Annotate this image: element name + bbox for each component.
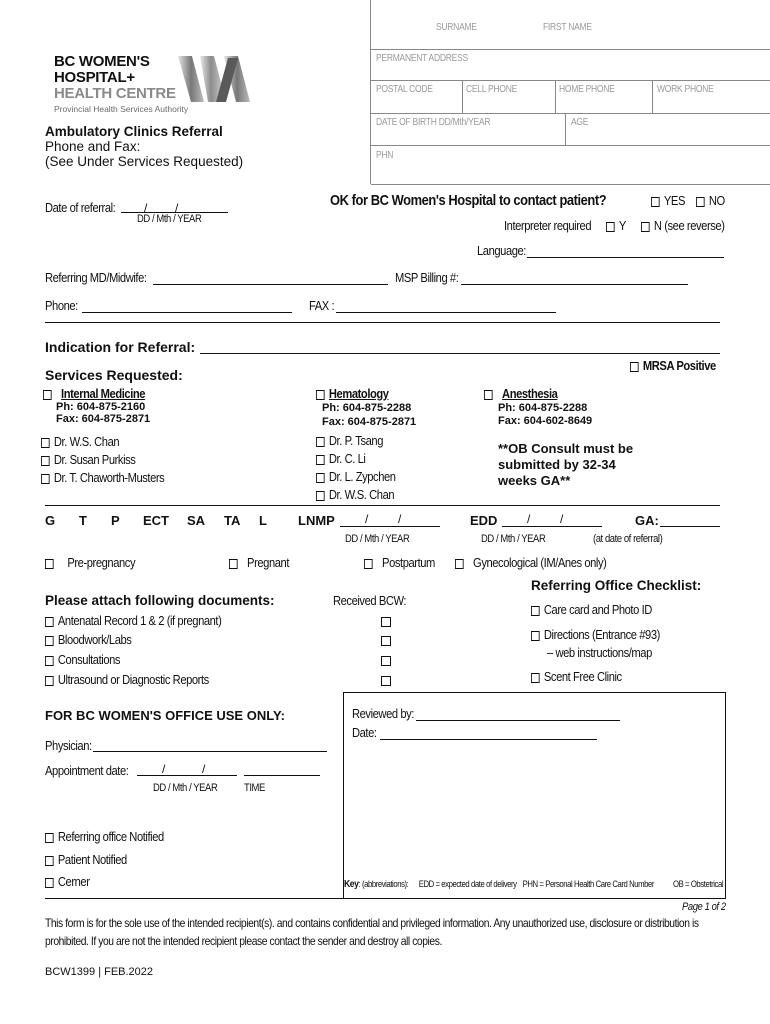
reviewed-by-label: Reviewed by: xyxy=(352,706,414,721)
ob-sa: SA xyxy=(187,513,206,528)
surname-label: SURNAME xyxy=(436,22,477,33)
mrsa-option[interactable]: MRSA Positive xyxy=(630,358,716,373)
interpreter-y-checkbox[interactable] xyxy=(606,222,615,232)
checklist-title: Referring Office Checklist: xyxy=(531,578,702,593)
surname-field[interactable] xyxy=(371,0,770,50)
postal-code-label: POSTAL CODE xyxy=(376,84,433,95)
internal-medicine-fax: Fax: 604-875-2871 xyxy=(56,413,151,425)
indication-label: Indication for Referral: xyxy=(45,339,196,355)
logo-line-4: Provincial Health Services Authority xyxy=(54,104,189,114)
contact-yes-checkbox[interactable] xyxy=(651,197,660,207)
fax-label: FAX : xyxy=(309,298,335,313)
lnmp-label: LNMP xyxy=(298,513,335,528)
ok-contact-question: OK for BC Women's Hospital to contact patient? xyxy=(330,192,607,209)
patient-notified[interactable]: Patient Notified xyxy=(45,852,127,867)
doc-antenatal[interactable]: Antenatal Record 1 & 2 (if pregnant) xyxy=(45,613,221,628)
office-use-title: FOR BC WOMEN'S OFFICE USE ONLY: xyxy=(45,708,285,723)
address-field[interactable] xyxy=(371,50,770,81)
ob-l: L xyxy=(259,513,267,528)
hem-doctor-3[interactable]: Dr. L. Zypchen xyxy=(316,469,396,484)
hematology-fax: Fax: 604-875-2871 xyxy=(322,416,417,428)
appointment-time-field[interactable] xyxy=(244,775,320,776)
anesthesia-option[interactable]: Anesthesia xyxy=(484,386,557,401)
doc-consultations[interactable]: Consultations xyxy=(45,652,120,667)
age-label: AGE xyxy=(571,117,589,128)
anesthesia-phone: Ph: 604-875-2288 xyxy=(498,402,588,414)
msp-label: MSP Billing #: xyxy=(395,270,459,285)
checklist-directions[interactable]: Directions (Entrance #93) xyxy=(531,627,660,642)
time-label: TIME xyxy=(244,782,265,794)
ob-p: P xyxy=(111,513,120,528)
form-title: Ambulatory Clinics Referral xyxy=(45,124,223,139)
physician-label: Physician: xyxy=(45,738,92,753)
received-consultations-checkbox[interactable] xyxy=(381,656,391,666)
ob-ect: ECT xyxy=(143,513,169,528)
cerner[interactable]: Cerner xyxy=(45,874,90,889)
reviewed-by-field[interactable] xyxy=(416,720,620,721)
dob-label: DATE OF BIRTH DD/Mth/YEAR xyxy=(376,117,491,128)
gynecological-option[interactable]: Gynecological (IM/Anes only) xyxy=(455,555,606,570)
checklist-scent-free[interactable]: Scent Free Clinic xyxy=(531,669,622,684)
appointment-label: Appointment date: xyxy=(45,763,129,778)
pre-pregnancy-option[interactable]: Pre-pregnancy xyxy=(45,555,135,570)
services-label: Services Requested: xyxy=(45,367,183,383)
doc-ultrasound[interactable]: Ultrasound or Diagnostic Reports xyxy=(45,672,209,687)
date-format-hint: DD / Mth / YEAR xyxy=(137,213,202,225)
im-doctor-2[interactable]: Dr. Susan Purkiss xyxy=(41,452,135,467)
logo-line-1: BC WOMEN'S xyxy=(54,53,150,70)
address-label: PERMANENT ADDRESS xyxy=(376,53,468,64)
received-antenatal-checkbox[interactable] xyxy=(381,617,391,627)
phone-field[interactable] xyxy=(82,312,292,313)
interpreter-label: Interpreter required xyxy=(504,218,592,233)
section-divider xyxy=(45,322,720,323)
hem-doctor-1[interactable]: Dr. P. Tsang xyxy=(316,433,383,448)
msp-field[interactable] xyxy=(461,284,688,285)
cell-phone-label: CELL PHONE xyxy=(466,84,517,95)
logo-line-2: HOSPITAL+ xyxy=(54,69,135,86)
key-legend: Key: (abbreviations): EDD = expected date of delivery PHN = Personal Health Care Card Number OB = Obstetrical xyxy=(344,879,724,890)
language-field[interactable] xyxy=(527,257,724,258)
contact-yes-option[interactable]: YES xyxy=(651,193,685,208)
fax-field[interactable] xyxy=(336,312,556,313)
hem-doctor-2[interactable]: Dr. C. Li xyxy=(316,451,365,466)
edd-label: EDD xyxy=(470,513,498,528)
form-id: BCW1399 | FEB.2022 xyxy=(45,966,154,978)
internal-medicine-option[interactable]: Internal Medicine xyxy=(43,386,145,401)
date-of-referral-label: Date of referral: xyxy=(45,200,116,215)
anesthesia-fax: Fax: 604-602-8649 xyxy=(498,415,593,427)
received-ultrasound-checkbox[interactable] xyxy=(381,676,391,686)
page-number: Page 1 of 2 xyxy=(682,901,726,913)
confidential-notice-2: prohibited. If you are not the intended recipient please contact the sender and destroy all copies. xyxy=(45,934,442,948)
home-phone-label: HOME PHONE xyxy=(559,84,615,95)
ga-field[interactable] xyxy=(660,526,720,527)
ob-consult-note-1: **OB Consult must be xyxy=(498,441,634,456)
lnmp-field[interactable] xyxy=(340,526,440,527)
contact-no-checkbox[interactable] xyxy=(696,197,705,207)
office-review-box xyxy=(343,692,726,899)
edd-format: DD / Mth / YEAR xyxy=(481,533,546,545)
review-date-label: Date: xyxy=(352,725,377,740)
work-phone-label: WORK PHONE xyxy=(657,84,714,95)
received-bloodwork-checkbox[interactable] xyxy=(381,636,391,646)
logo xyxy=(54,54,188,114)
ob-consult-note-2: submitted by 32-34 xyxy=(498,457,616,472)
phone-row xyxy=(371,81,770,114)
phn-field[interactable] xyxy=(371,146,770,185)
checklist-care-card[interactable]: Care card and Photo ID xyxy=(531,602,652,617)
pregnant-option[interactable]: Pregnant xyxy=(229,555,289,570)
physician-field[interactable] xyxy=(93,751,327,752)
w-logo-icon xyxy=(178,56,252,102)
lnmp-format: DD / Mth / YEAR xyxy=(345,533,410,545)
postpartum-option[interactable]: Postpartum xyxy=(364,555,435,570)
documents-title: Please attach following documents: xyxy=(45,593,275,608)
indication-field[interactable] xyxy=(200,353,720,354)
appointment-format: DD / Mth / YEAR xyxy=(153,782,218,794)
contact-no-option[interactable]: NO xyxy=(696,193,725,208)
referring-md-field[interactable] xyxy=(153,284,388,285)
ga-label: GA: xyxy=(635,513,659,528)
form-subtitle-1: Phone and Fax: xyxy=(45,139,141,154)
im-doctor-3[interactable]: Dr. T. Chaworth-Musters xyxy=(41,470,164,485)
appointment-date-field[interactable] xyxy=(137,775,237,776)
dob-row xyxy=(371,114,770,146)
phone-label: Phone: xyxy=(45,298,78,313)
interpreter-n-checkbox[interactable] xyxy=(641,222,650,232)
first-name-label: FIRST NAME xyxy=(543,22,592,33)
services-divider xyxy=(45,505,720,506)
hematology-option[interactable]: Hematology xyxy=(316,386,389,401)
patient-info-box xyxy=(370,0,770,184)
interpreter-n-option[interactable]: N (see reverse) xyxy=(641,218,724,233)
phn-label: PHN xyxy=(376,150,394,161)
anesthesia-checkbox[interactable] xyxy=(484,390,493,400)
ob-g: G xyxy=(45,513,56,528)
received-bcw-label: Received BCW: xyxy=(333,593,407,608)
hematology-phone: Ph: 604-875-2288 xyxy=(322,402,412,414)
edd-field[interactable] xyxy=(502,526,602,527)
internal-medicine-checkbox[interactable] xyxy=(43,390,52,400)
referring-office-notified[interactable]: Referring office Notified xyxy=(45,829,164,844)
ob-t: T xyxy=(79,513,87,528)
ob-consult-note-3: weeks GA** xyxy=(498,473,571,488)
hematology-checkbox[interactable] xyxy=(316,390,325,400)
logo-line-3: HEALTH CENTRE xyxy=(54,85,176,102)
hem-doctor-4[interactable]: Dr. W.S. Chan xyxy=(316,487,394,502)
doc-bloodwork[interactable]: Bloodwork/Labs xyxy=(45,632,131,647)
interpreter-y-option[interactable]: Y xyxy=(606,218,626,233)
review-date-field[interactable] xyxy=(380,739,597,740)
ga-note: (at date of referral) xyxy=(593,533,663,545)
referring-md-label: Referring MD/Midwife: xyxy=(45,270,147,285)
language-label: Language: xyxy=(477,243,526,258)
ob-ta: TA xyxy=(224,513,241,528)
internal-medicine-phone: Ph: 604-875-2160 xyxy=(56,401,146,413)
confidential-notice-1: This form is for the sole use of the intended recipient(s). and contains confidential and privileged information. Any unauthorized use, disclosure or distribution is xyxy=(45,916,699,930)
mrsa-checkbox[interactable] xyxy=(630,362,639,372)
footer-divider xyxy=(45,898,725,899)
checklist-directions-sub: – web instructions/map xyxy=(547,645,652,660)
im-doctor-1[interactable]: Dr. W.S. Chan xyxy=(41,434,119,449)
form-subtitle-2: (See Under Services Requested) xyxy=(45,154,244,169)
